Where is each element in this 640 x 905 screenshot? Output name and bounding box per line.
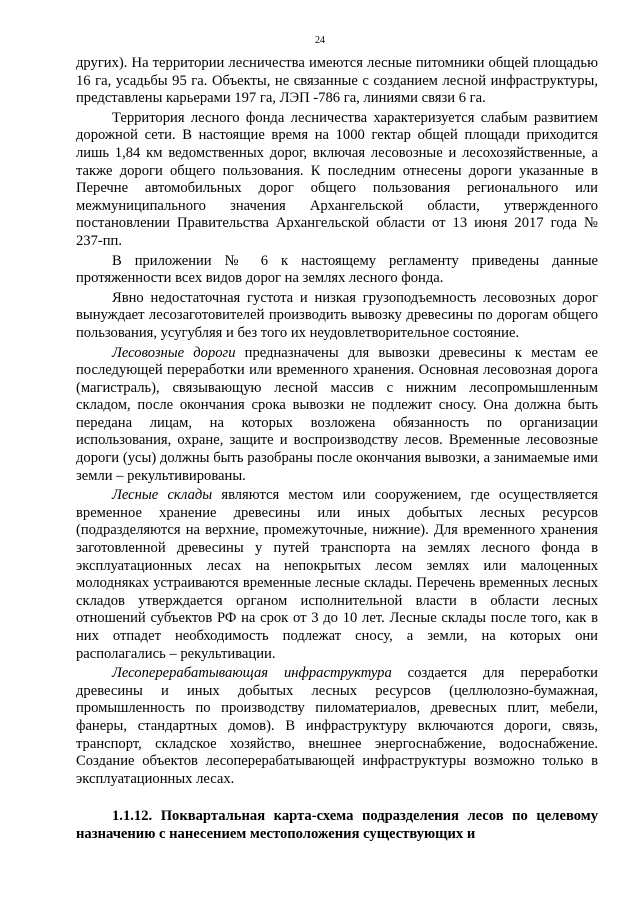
paragraph-3: В приложении № 6 к настоящему регламенту приведены данные протяженности всех видов дорог на землях лесного фонда. xyxy=(76,252,598,287)
term-wood-processing-infrastructure: Лесоперерабатывающая инфраструктура xyxy=(112,665,392,682)
paragraph-2: Территория лесного фонда лесничества характеризуется слабым развитием дорожной сети. В настоящие время на 1000 гектар общей площади приходится лишь 1,84 км ведомственных дорог, включая лесовозные и лесохозяйственные, а также дороги общего пользования. К последним отнесены дороги указанные в Перечне автомобильных дорог общего пользования регионального или межмуниципального значения Архангельской области, утвержденного постановлении Правительства Архангельской области от 13 июня 2017 года № 237-пп. xyxy=(76,109,598,249)
page-number: 24 xyxy=(315,35,325,46)
paragraph-4: Явно недостаточная густота и низкая грузоподъемность лесовозных дорог вынуждает лесозаготовителей производить вывозку древесины по дорогам общего пользования, усугубляя и без того их неудовлетворительное состояние. xyxy=(76,289,598,341)
paragraph-6 xyxy=(76,487,598,663)
paragraph-5 xyxy=(76,345,598,486)
paragraph-7 xyxy=(76,665,598,788)
paragraph-7-text: создается для переработки древесины и иных добытых лесных ресурсов (целлюлозно-бумажная, промышленность по производству пиломатериалов, древесных плит, мебели, фанеры, стандартных домов). В инфраструктуру включаются дороги, связь, транспорт, складское хозяйство, внешнее энергоснабжение, водоснабжение. Создание объектов лесоперерабатывающей инфраструктуры возможно только в эксплуатационных лесах. xyxy=(76,665,598,787)
term-logging-roads: Лесовозные дороги xyxy=(112,344,236,361)
paragraph-5-text: предназначены для вывозки древесины к местам ее последующей переработки или временного хранения. Основная лесовозная дорога (магистраль), связывающую лесной массив с нижним лесопромышленным складом, после окончания срока вывозки не подлежит сносу. Она должна быть передана лицам, на которых возложена обязанность по организации использования, охране, защите и воспроизводству лесов. Временные лесовозные дороги (усы) должны быть разобраны после окончания вывозки, а занимаемые ими земли – рекультивированы. xyxy=(76,344,598,484)
document-body xyxy=(76,55,598,844)
section-heading: 1.1.12. Поквартальная карта-схема подразделения лесов по целевому назначению с нанесением местоположения существующих и xyxy=(76,808,598,842)
paragraph-1: других). На территории лесничества имеются лесные питомники общей площадью 16 га, усадьбы 95 га. Объекты, не связанные с созданием лесной инфраструктуры, представлены карьерами 197 га, ЛЭП -786 га, линиями связи 6 га. xyxy=(76,55,598,107)
term-timber-yards: Лесные склады xyxy=(112,487,213,504)
paragraph-6-text: являются местом или сооружением, где осуществляется временное хранение древесины или иных добытых лесных ресурсов (подразделяются на верхние, промежуточные, нижние). Для временного хранения заготовленной древесины у путей транспорта на землях лесного фонда в эксплуатационных лесах на непокрытых лесом землях или малоценных молодняках устраиваются временные лесные склады. Перечень временных лесных складов утверждается органом исполнительной власти в области лесных отношений субъектов РФ на срок от 3 до 10 лет. Лесные склады после того, как в них отпадет необходимость подлежат сносу, а земли, на которых они располагались – рекультивации. xyxy=(76,487,598,662)
